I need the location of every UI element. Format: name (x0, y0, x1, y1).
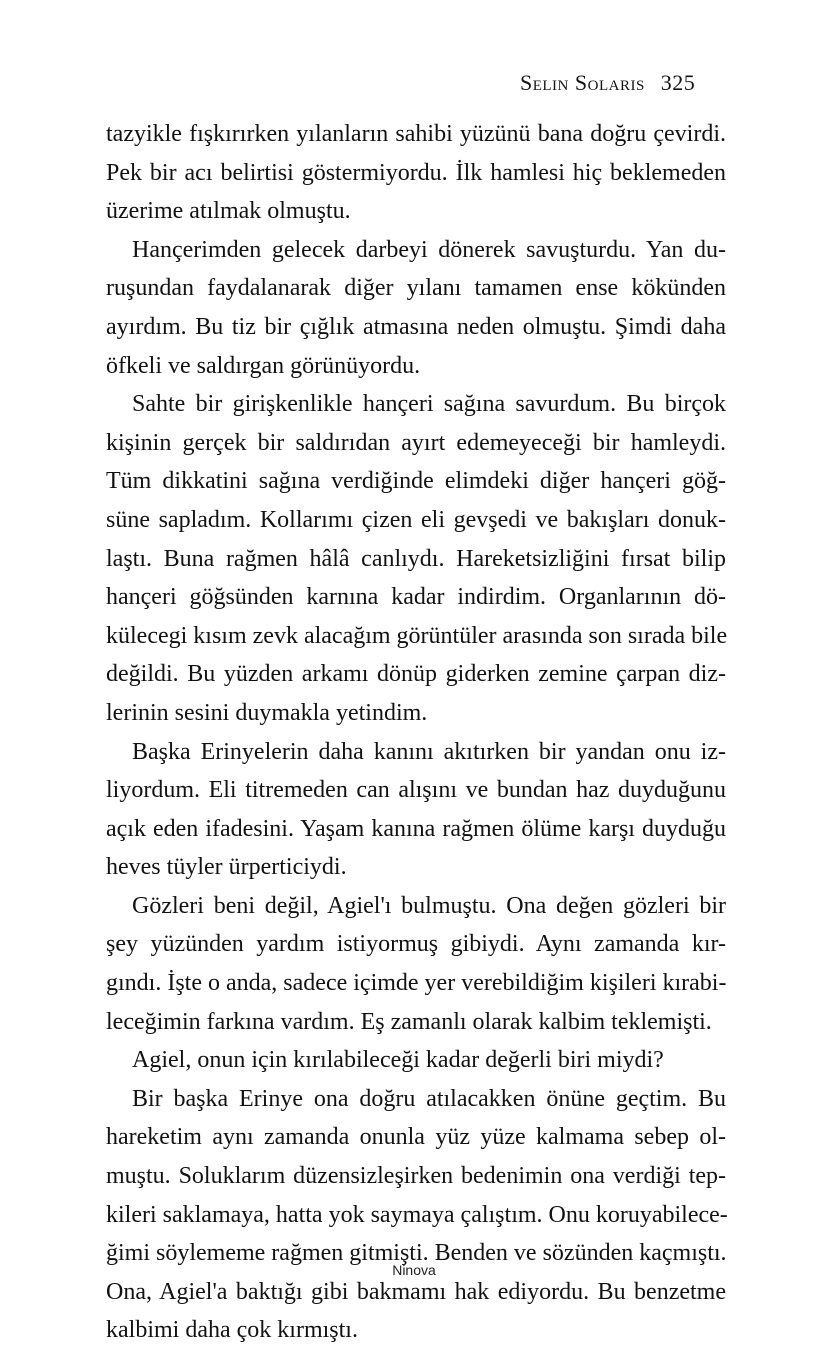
text-line: heves tüyler ürperticiydi. (106, 854, 347, 881)
body-text (106, 115, 726, 1350)
text-line: külecegi kısım zevk alacağım görüntüler arasında son sırada bile (106, 622, 728, 649)
text-line: Sahte bir girişkenlikle hançeri sağına savurdum. Bu birçok (132, 391, 726, 418)
page-number: 325 (660, 70, 696, 95)
text-line: hançeri göğsünden karnına kadar indirdim. Organlarının dö- (106, 584, 726, 611)
text-line: Bir başka Erinye ona doğru atılacakken önüne geçtim. Bu (132, 1085, 726, 1112)
text-line: kileri saklamaya, hatta yok saymaya çalıştım. Onu koruyabilece- (106, 1201, 728, 1228)
running-title: Selin Solaris (520, 70, 645, 95)
text-line: şey yüzünden yardım istiyormuş gibiydi. Aynı zamanda kır- (106, 931, 726, 958)
text-line: değildi. Bu yüzden arkamı dönüp giderken zemine çarpan diz- (106, 661, 726, 688)
text-line: Pek bir acı belirtisi göstermiyordu. İlk hamlesi hiç beklemeden (106, 159, 726, 186)
text-line: açık eden ifadesini. Yaşam kanına rağmen ölüme karşı duyduğu (106, 815, 726, 842)
text-line: süne sapladım. Kollarımı çizen eli gevşedi ve bakışları donuk- (106, 506, 726, 533)
text-line: Gözleri beni değil, Agiel'ı bulmuştu. Ona değen gözleri bir (132, 892, 726, 919)
text-line: ruşundan faydalanarak diğer yılanı tamamen ense kökünden (106, 275, 726, 302)
text-line: Ona, Agiel'a baktığı gibi bakmamı hak ediyordu. Bu benzetme (106, 1278, 726, 1305)
text-line: kişinin gerçek bir saldırıdan ayırt edemeyeceği bir hamleydi. (106, 429, 726, 456)
text-line: kalbimi daha çok kırmıştı. (106, 1317, 358, 1344)
text-line: öfkeli ve saldırgan görünüyordu. (106, 352, 421, 379)
text-line: gındı. İşte o anda, sadece içimde yer verebildiğim kişileri kırabi- (106, 970, 727, 997)
text-line: lerinin sesini duymakla yetindim. (106, 699, 428, 726)
running-head (520, 70, 730, 96)
text-line: laştı. Buna rağmen hâlâ canlıydı. Hareketsizliğini fırsat bilip (106, 545, 726, 572)
text-line: ğimi söylememe rağmen gitmişti. Benden ve sözünden kaçmıştı. (106, 1240, 727, 1267)
text-line: leceğimin farkına vardım. Eş zamanlı olarak kalbim teklemişti. (106, 1008, 712, 1035)
text-line: tazyikle fışkırırken yılanların sahibi yüzünü bana doğru çevirdi. (106, 121, 726, 147)
text-line: Hançerimden gelecek darbeyi dönerek savuşturdu. Yan du- (132, 236, 726, 263)
text-line: üzerime atılmak olmuştu. (106, 198, 351, 225)
text-line: liyordum. Eli titremeden can alışını ve bundan haz duyduğunu (106, 777, 726, 804)
text-line: muştu. Soluklarım düzensizleşirken bedenimin ona verdiği tep- (106, 1163, 726, 1190)
footer-watermark: Ninova (392, 1262, 436, 1278)
text-line: ayırdım. Bu tiz bir çığlık atmasına neden olmuştu. Şimdi daha (106, 313, 726, 340)
text-line: hareketim aynı zamanda onunla yüz yüze kalmama sebep ol- (106, 1124, 726, 1151)
text-line: Tüm dikkatini sağına verdiğinde elimdeki diğer hançeri göğ- (106, 468, 726, 495)
text-line: Agiel, onun için kırılabileceği kadar değerli biri miydi? (132, 1047, 664, 1074)
text-line: Başka Erinyelerin daha kanını akıtırken bir yandan onu iz- (132, 738, 726, 765)
